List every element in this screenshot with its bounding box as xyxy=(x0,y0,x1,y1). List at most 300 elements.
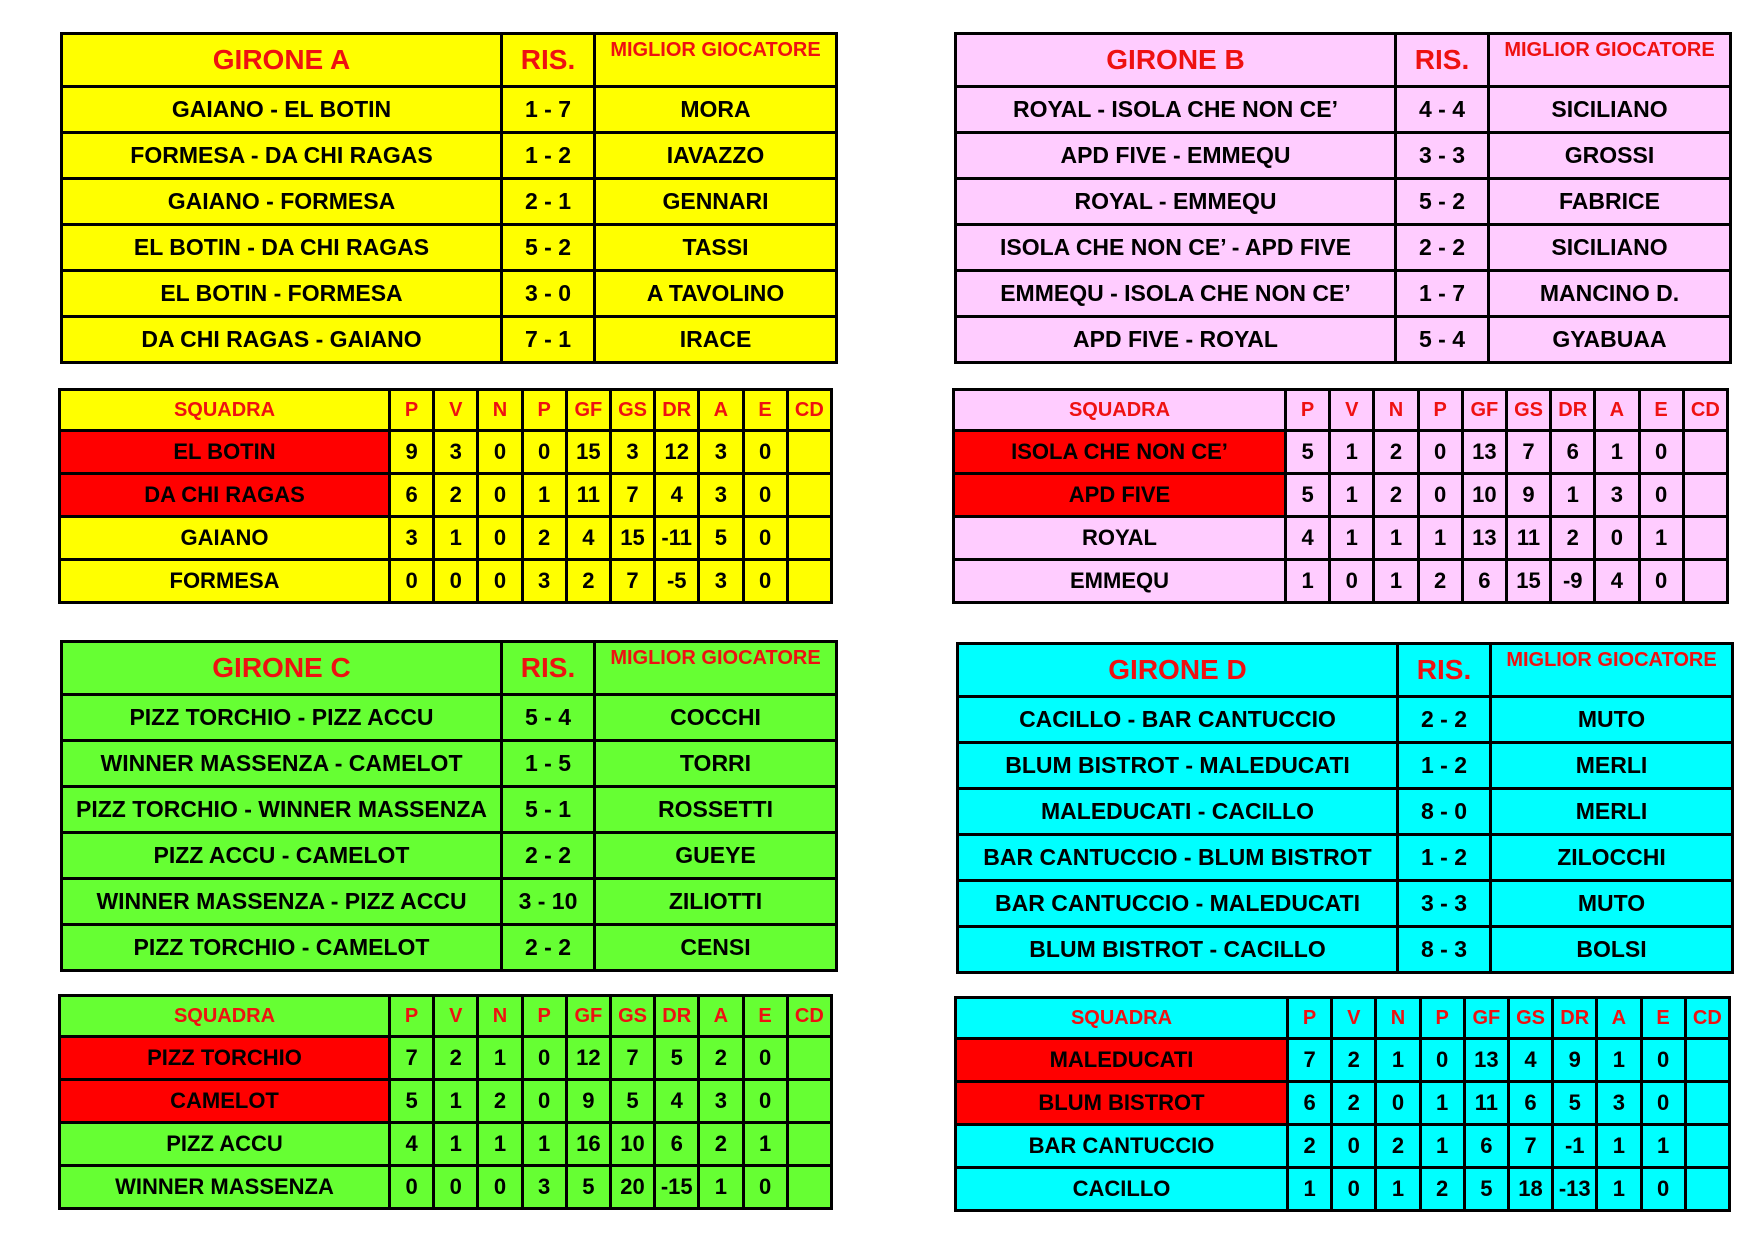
stat-cell: 2 xyxy=(1551,517,1595,560)
best-player: IRACE xyxy=(595,317,837,363)
team-name: ISOLA CHE NON CE’ xyxy=(954,431,1286,474)
team-name: DA CHI RAGAS xyxy=(60,474,390,517)
standing-row xyxy=(956,1082,1730,1125)
match-row xyxy=(62,179,837,225)
stat-cell: 13 xyxy=(1462,431,1506,474)
standing-row xyxy=(954,474,1728,517)
team-name: ROYAL xyxy=(954,517,1286,560)
stat-cell: 2 xyxy=(1332,1039,1376,1082)
stat-cell: 1 xyxy=(1330,431,1374,474)
match-result: 5 - 2 xyxy=(502,225,595,271)
match-row xyxy=(62,317,837,363)
stat-cell xyxy=(787,560,831,603)
stat-cell: 1 xyxy=(1420,1082,1464,1125)
stat-cell: 7 xyxy=(1506,431,1550,474)
standing-row xyxy=(60,1123,832,1166)
best-player: GYABUAA xyxy=(1489,317,1731,363)
stat-cell xyxy=(787,1037,831,1080)
match-name: ISOLA CHE NON CE’ - APD FIVE xyxy=(956,225,1396,271)
match-name: FORMESA - DA CHI RAGAS xyxy=(62,133,502,179)
stat-cell: 9 xyxy=(566,1080,610,1123)
best-player: A TAVOLINO xyxy=(595,271,837,317)
stat-cell: 4 xyxy=(1286,517,1330,560)
col-header: P xyxy=(1288,998,1332,1039)
stat-cell: 1 xyxy=(434,1123,478,1166)
stat-cell: 1 xyxy=(522,474,566,517)
stat-cell: 12 xyxy=(655,431,699,474)
col-header: DR xyxy=(655,390,699,431)
stat-cell: 3 xyxy=(699,1080,743,1123)
stat-cell: 0 xyxy=(1639,474,1683,517)
col-header: GF xyxy=(1464,998,1508,1039)
match-row xyxy=(62,695,837,741)
stat-cell: 5 xyxy=(566,1166,610,1209)
stat-cell: 6 xyxy=(1551,431,1595,474)
match-row xyxy=(62,879,837,925)
stat-cell: 1 xyxy=(434,517,478,560)
girone-c-standings-table xyxy=(58,994,833,1210)
stat-cell: 16 xyxy=(566,1123,610,1166)
match-result: 8 - 0 xyxy=(1398,789,1491,835)
match-result: 2 - 1 xyxy=(502,179,595,225)
match-name: DA CHI RAGAS - GAIANO xyxy=(62,317,502,363)
standing-row xyxy=(956,1125,1730,1168)
best-player: ZILOCCHI xyxy=(1491,835,1733,881)
stat-cell: 0 xyxy=(1418,474,1462,517)
stat-cell: 0 xyxy=(743,431,787,474)
match-row xyxy=(62,833,837,879)
match-name: ROYAL - EMMEQU xyxy=(956,179,1396,225)
stat-cell: 15 xyxy=(610,517,654,560)
col-header: N xyxy=(1374,390,1418,431)
stat-cell: 5 xyxy=(610,1080,654,1123)
stat-cell: 3 xyxy=(522,560,566,603)
match-row xyxy=(62,225,837,271)
stat-cell: 0 xyxy=(743,474,787,517)
best-player: MUTO xyxy=(1491,697,1733,743)
stat-cell: 2 xyxy=(1374,474,1418,517)
match-name: PIZZ ACCU - CAMELOT xyxy=(62,833,502,879)
col-header: CD xyxy=(787,390,831,431)
match-result: 2 - 2 xyxy=(502,925,595,971)
ris-header: RIS. xyxy=(1396,34,1489,87)
group-title: GIRONE B xyxy=(956,34,1396,87)
best-player: COCCHI xyxy=(595,695,837,741)
match-name: PIZZ TORCHIO - PIZZ ACCU xyxy=(62,695,502,741)
match-row xyxy=(956,179,1731,225)
team-name: EL BOTIN xyxy=(60,431,390,474)
match-name: WINNER MASSENZA - PIZZ ACCU xyxy=(62,879,502,925)
stat-cell: 0 xyxy=(743,560,787,603)
stat-cell: -13 xyxy=(1553,1168,1597,1211)
col-header: GS xyxy=(1508,998,1552,1039)
stat-cell: 2 xyxy=(699,1123,743,1166)
col-header: P xyxy=(1420,998,1464,1039)
col-header: N xyxy=(478,996,522,1037)
stat-cell xyxy=(1685,1125,1729,1168)
stat-cell: 0 xyxy=(434,560,478,603)
col-header: E xyxy=(743,996,787,1037)
stat-cell: 20 xyxy=(610,1166,654,1209)
col-header: V xyxy=(434,390,478,431)
stat-cell: 1 xyxy=(1595,431,1639,474)
col-header: E xyxy=(1641,998,1685,1039)
stat-cell: 1 xyxy=(1597,1168,1641,1211)
match-result: 1 - 7 xyxy=(1396,271,1489,317)
stat-cell: 0 xyxy=(743,517,787,560)
match-row xyxy=(956,225,1731,271)
stat-cell: 3 xyxy=(1597,1082,1641,1125)
stat-cell: 1 xyxy=(1330,474,1374,517)
col-header: CD xyxy=(787,996,831,1037)
ris-header: RIS. xyxy=(502,34,595,87)
squadra-header: SQUADRA xyxy=(60,390,390,431)
stat-cell: -9 xyxy=(1551,560,1595,603)
stat-cell: 0 xyxy=(478,1166,522,1209)
best-player: MANCINO D. xyxy=(1489,271,1731,317)
best-player: MERLI xyxy=(1491,789,1733,835)
match-result: 3 - 10 xyxy=(502,879,595,925)
stat-cell: 1 xyxy=(1288,1168,1332,1211)
match-result: 1 - 5 xyxy=(502,741,595,787)
stat-cell: -5 xyxy=(655,560,699,603)
match-result: 1 - 2 xyxy=(1398,835,1491,881)
stat-cell: 1 xyxy=(434,1080,478,1123)
stat-cell: 0 xyxy=(478,517,522,560)
match-name: PIZZ TORCHIO - WINNER MASSENZA xyxy=(62,787,502,833)
match-row xyxy=(958,789,1733,835)
stat-cell: 2 xyxy=(478,1080,522,1123)
best-player: ROSSETTI xyxy=(595,787,837,833)
stat-cell: 4 xyxy=(566,517,610,560)
stat-cell: 7 xyxy=(610,1037,654,1080)
match-row xyxy=(958,743,1733,789)
stat-cell: 2 xyxy=(1332,1082,1376,1125)
stat-cell: 2 xyxy=(566,560,610,603)
match-result: 3 - 3 xyxy=(1396,133,1489,179)
stat-cell: 1 xyxy=(1597,1039,1641,1082)
stat-cell: 6 xyxy=(1508,1082,1552,1125)
stat-cell: 7 xyxy=(610,474,654,517)
col-header: P xyxy=(1418,390,1462,431)
col-header: N xyxy=(1376,998,1420,1039)
match-result: 8 - 3 xyxy=(1398,927,1491,973)
stat-cell: 0 xyxy=(522,1080,566,1123)
stat-cell: 1 xyxy=(1551,474,1595,517)
match-row xyxy=(62,87,837,133)
stat-cell: 11 xyxy=(1506,517,1550,560)
stat-cell: 2 xyxy=(434,474,478,517)
best-player: MORA xyxy=(595,87,837,133)
col-header: E xyxy=(1639,390,1683,431)
stat-cell: 0 xyxy=(1641,1168,1685,1211)
match-result: 1 - 7 xyxy=(502,87,595,133)
standing-row xyxy=(954,431,1728,474)
squadra-header: SQUADRA xyxy=(956,998,1288,1039)
col-header: P xyxy=(522,390,566,431)
stat-cell: 1 xyxy=(478,1123,522,1166)
standing-row xyxy=(60,517,832,560)
col-header: E xyxy=(743,390,787,431)
standing-row xyxy=(954,517,1728,560)
standing-row xyxy=(60,1037,832,1080)
col-header: P xyxy=(390,996,434,1037)
standing-row xyxy=(956,1168,1730,1211)
stat-cell: -15 xyxy=(655,1166,699,1209)
stat-cell: 2 xyxy=(1420,1168,1464,1211)
match-row xyxy=(956,317,1731,363)
match-name: EL BOTIN - DA CHI RAGAS xyxy=(62,225,502,271)
match-name: ROYAL - ISOLA CHE NON CE’ xyxy=(956,87,1396,133)
col-header: GF xyxy=(566,996,610,1037)
group-title: GIRONE C xyxy=(62,642,502,695)
stat-cell: 4 xyxy=(655,474,699,517)
match-row xyxy=(62,271,837,317)
best-player: CENSI xyxy=(595,925,837,971)
stat-cell: 1 xyxy=(1374,517,1418,560)
best-player: TASSI xyxy=(595,225,837,271)
stat-cell: 0 xyxy=(743,1080,787,1123)
stat-cell: 2 xyxy=(434,1037,478,1080)
stat-cell: 0 xyxy=(390,560,434,603)
stat-cell: 0 xyxy=(1332,1168,1376,1211)
girone-a-matches-table xyxy=(60,32,838,364)
stat-cell: 1 xyxy=(1420,1125,1464,1168)
standing-row xyxy=(60,474,832,517)
stat-cell: 2 xyxy=(699,1037,743,1080)
stat-cell: 0 xyxy=(1332,1125,1376,1168)
stat-cell: 0 xyxy=(478,474,522,517)
stat-cell xyxy=(1685,1168,1729,1211)
match-result: 7 - 1 xyxy=(502,317,595,363)
stat-cell: 7 xyxy=(610,560,654,603)
best-player: FABRICE xyxy=(1489,179,1731,225)
stat-cell: -11 xyxy=(655,517,699,560)
stat-cell: 0 xyxy=(1641,1039,1685,1082)
stat-cell: 1 xyxy=(1418,517,1462,560)
stat-cell: 3 xyxy=(390,517,434,560)
match-name: BAR CANTUCCIO - MALEDUCATI xyxy=(958,881,1398,927)
stat-cell: 7 xyxy=(390,1037,434,1080)
match-row xyxy=(958,881,1733,927)
stat-cell: 1 xyxy=(1376,1039,1420,1082)
stat-cell: 0 xyxy=(522,431,566,474)
match-name: BAR CANTUCCIO - BLUM BISTROT xyxy=(958,835,1398,881)
col-header: V xyxy=(1330,390,1374,431)
squadra-header: SQUADRA xyxy=(954,390,1286,431)
stat-cell xyxy=(787,474,831,517)
stat-cell: 1 xyxy=(1376,1168,1420,1211)
stat-cell: 13 xyxy=(1462,517,1506,560)
stat-cell xyxy=(1683,517,1727,560)
stat-cell: 9 xyxy=(1553,1039,1597,1082)
col-header: GS xyxy=(1506,390,1550,431)
stat-cell xyxy=(787,1166,831,1209)
girone-d-standings-table xyxy=(954,996,1731,1212)
stat-cell: 0 xyxy=(1639,431,1683,474)
team-name: WINNER MASSENZA xyxy=(60,1166,390,1209)
stat-cell: 0 xyxy=(1330,560,1374,603)
match-name: PIZZ TORCHIO - CAMELOT xyxy=(62,925,502,971)
stat-cell: -1 xyxy=(1553,1125,1597,1168)
match-name: EMMEQU - ISOLA CHE NON CE’ xyxy=(956,271,1396,317)
best-player: GROSSI xyxy=(1489,133,1731,179)
match-result: 2 - 2 xyxy=(1398,697,1491,743)
stat-cell xyxy=(787,1123,831,1166)
team-name: EMMEQU xyxy=(954,560,1286,603)
best-player: MUTO xyxy=(1491,881,1733,927)
girone-a-standings-table xyxy=(58,388,833,604)
stat-cell: 12 xyxy=(566,1037,610,1080)
match-result: 5 - 4 xyxy=(1396,317,1489,363)
stat-cell: 3 xyxy=(1595,474,1639,517)
team-name: APD FIVE xyxy=(954,474,1286,517)
stat-cell: 5 xyxy=(1286,474,1330,517)
match-result: 4 - 4 xyxy=(1396,87,1489,133)
stat-cell: 0 xyxy=(1595,517,1639,560)
match-result: 5 - 2 xyxy=(1396,179,1489,225)
match-name: EL BOTIN - FORMESA xyxy=(62,271,502,317)
match-row xyxy=(958,697,1733,743)
best-player-header: MIGLIOR GIOCATORE xyxy=(595,34,837,87)
stat-cell: 15 xyxy=(566,431,610,474)
girone-c-matches-table xyxy=(60,640,838,972)
col-header: P xyxy=(1286,390,1330,431)
stat-cell xyxy=(1685,1039,1729,1082)
best-player: TORRI xyxy=(595,741,837,787)
match-row xyxy=(956,87,1731,133)
stat-cell xyxy=(1685,1082,1729,1125)
stat-cell: 0 xyxy=(434,1166,478,1209)
girone-b-standings-table xyxy=(952,388,1729,604)
stat-cell: 0 xyxy=(522,1037,566,1080)
stat-cell: 1 xyxy=(478,1037,522,1080)
best-player: SICILIANO xyxy=(1489,87,1731,133)
stat-cell: 10 xyxy=(610,1123,654,1166)
standing-row xyxy=(954,560,1728,603)
best-player-header: MIGLIOR GIOCATORE xyxy=(1491,644,1733,697)
best-player-header: MIGLIOR GIOCATORE xyxy=(1489,34,1731,87)
col-header: N xyxy=(478,390,522,431)
match-row xyxy=(956,133,1731,179)
stat-cell xyxy=(1683,431,1727,474)
match-name: WINNER MASSENZA - CAMELOT xyxy=(62,741,502,787)
best-player: BOLSI xyxy=(1491,927,1733,973)
stat-cell: 10 xyxy=(1462,474,1506,517)
match-row xyxy=(958,927,1733,973)
col-header: A xyxy=(1597,998,1641,1039)
match-row xyxy=(956,271,1731,317)
col-header: GS xyxy=(610,390,654,431)
squadra-header: SQUADRA xyxy=(60,996,390,1037)
match-result: 5 - 4 xyxy=(502,695,595,741)
match-row xyxy=(62,787,837,833)
best-player-header: MIGLIOR GIOCATORE xyxy=(595,642,837,695)
match-name: APD FIVE - ROYAL xyxy=(956,317,1396,363)
best-player: ZILIOTTI xyxy=(595,879,837,925)
best-player: MERLI xyxy=(1491,743,1733,789)
match-result: 3 - 0 xyxy=(502,271,595,317)
match-result: 1 - 2 xyxy=(1398,743,1491,789)
stat-cell: 6 xyxy=(1462,560,1506,603)
stat-cell: 0 xyxy=(743,1037,787,1080)
stat-cell: 6 xyxy=(1464,1125,1508,1168)
stat-cell: 0 xyxy=(478,560,522,603)
match-result: 1 - 2 xyxy=(502,133,595,179)
col-header: V xyxy=(434,996,478,1037)
stat-cell: 4 xyxy=(1508,1039,1552,1082)
col-header: P xyxy=(390,390,434,431)
stat-cell: 0 xyxy=(390,1166,434,1209)
stat-cell: 1 xyxy=(743,1123,787,1166)
match-result: 5 - 1 xyxy=(502,787,595,833)
match-result: 3 - 3 xyxy=(1398,881,1491,927)
stat-cell: 1 xyxy=(1286,560,1330,603)
stat-cell: 18 xyxy=(1508,1168,1552,1211)
team-name: FORMESA xyxy=(60,560,390,603)
stat-cell: 0 xyxy=(1376,1082,1420,1125)
stat-cell: 7 xyxy=(1508,1125,1552,1168)
best-player: GUEYE xyxy=(595,833,837,879)
match-row xyxy=(958,835,1733,881)
stat-cell: 3 xyxy=(434,431,478,474)
stat-cell: 15 xyxy=(1506,560,1550,603)
best-player: SICILIANO xyxy=(1489,225,1731,271)
girone-b-matches-table xyxy=(954,32,1732,364)
best-player: IAVAZZO xyxy=(595,133,837,179)
stat-cell: 3 xyxy=(522,1166,566,1209)
col-header: CD xyxy=(1683,390,1727,431)
ris-header: RIS. xyxy=(502,642,595,695)
stat-cell: 13 xyxy=(1464,1039,1508,1082)
ris-header: RIS. xyxy=(1398,644,1491,697)
stat-cell: 3 xyxy=(699,560,743,603)
stat-cell: 5 xyxy=(390,1080,434,1123)
col-header: A xyxy=(699,996,743,1037)
standing-row xyxy=(60,431,832,474)
match-name: BLUM BISTROT - CACILLO xyxy=(958,927,1398,973)
stat-cell: 6 xyxy=(655,1123,699,1166)
stat-cell: 3 xyxy=(610,431,654,474)
match-name: GAIANO - FORMESA xyxy=(62,179,502,225)
stat-cell: 5 xyxy=(655,1037,699,1080)
stat-cell: 0 xyxy=(743,1166,787,1209)
stat-cell: 6 xyxy=(390,474,434,517)
stat-cell xyxy=(1683,560,1727,603)
stat-cell: 0 xyxy=(1639,560,1683,603)
group-title: GIRONE D xyxy=(958,644,1398,697)
standing-row xyxy=(60,1080,832,1123)
col-header: GF xyxy=(1462,390,1506,431)
stat-cell: 5 xyxy=(1286,431,1330,474)
stat-cell: 1 xyxy=(1641,1125,1685,1168)
stat-cell xyxy=(1683,474,1727,517)
col-header: P xyxy=(522,996,566,1037)
stat-cell: 2 xyxy=(522,517,566,560)
stat-cell: 2 xyxy=(1376,1125,1420,1168)
col-header: CD xyxy=(1685,998,1729,1039)
stat-cell xyxy=(787,517,831,560)
col-header: DR xyxy=(1551,390,1595,431)
stat-cell: 2 xyxy=(1288,1125,1332,1168)
match-result: 2 - 2 xyxy=(1396,225,1489,271)
stat-cell: 9 xyxy=(390,431,434,474)
match-name: GAIANO - EL BOTIN xyxy=(62,87,502,133)
match-name: BLUM BISTROT - MALEDUCATI xyxy=(958,743,1398,789)
stat-cell: 0 xyxy=(1420,1039,1464,1082)
girone-d-matches-table xyxy=(956,642,1734,974)
stat-cell: 4 xyxy=(1595,560,1639,603)
